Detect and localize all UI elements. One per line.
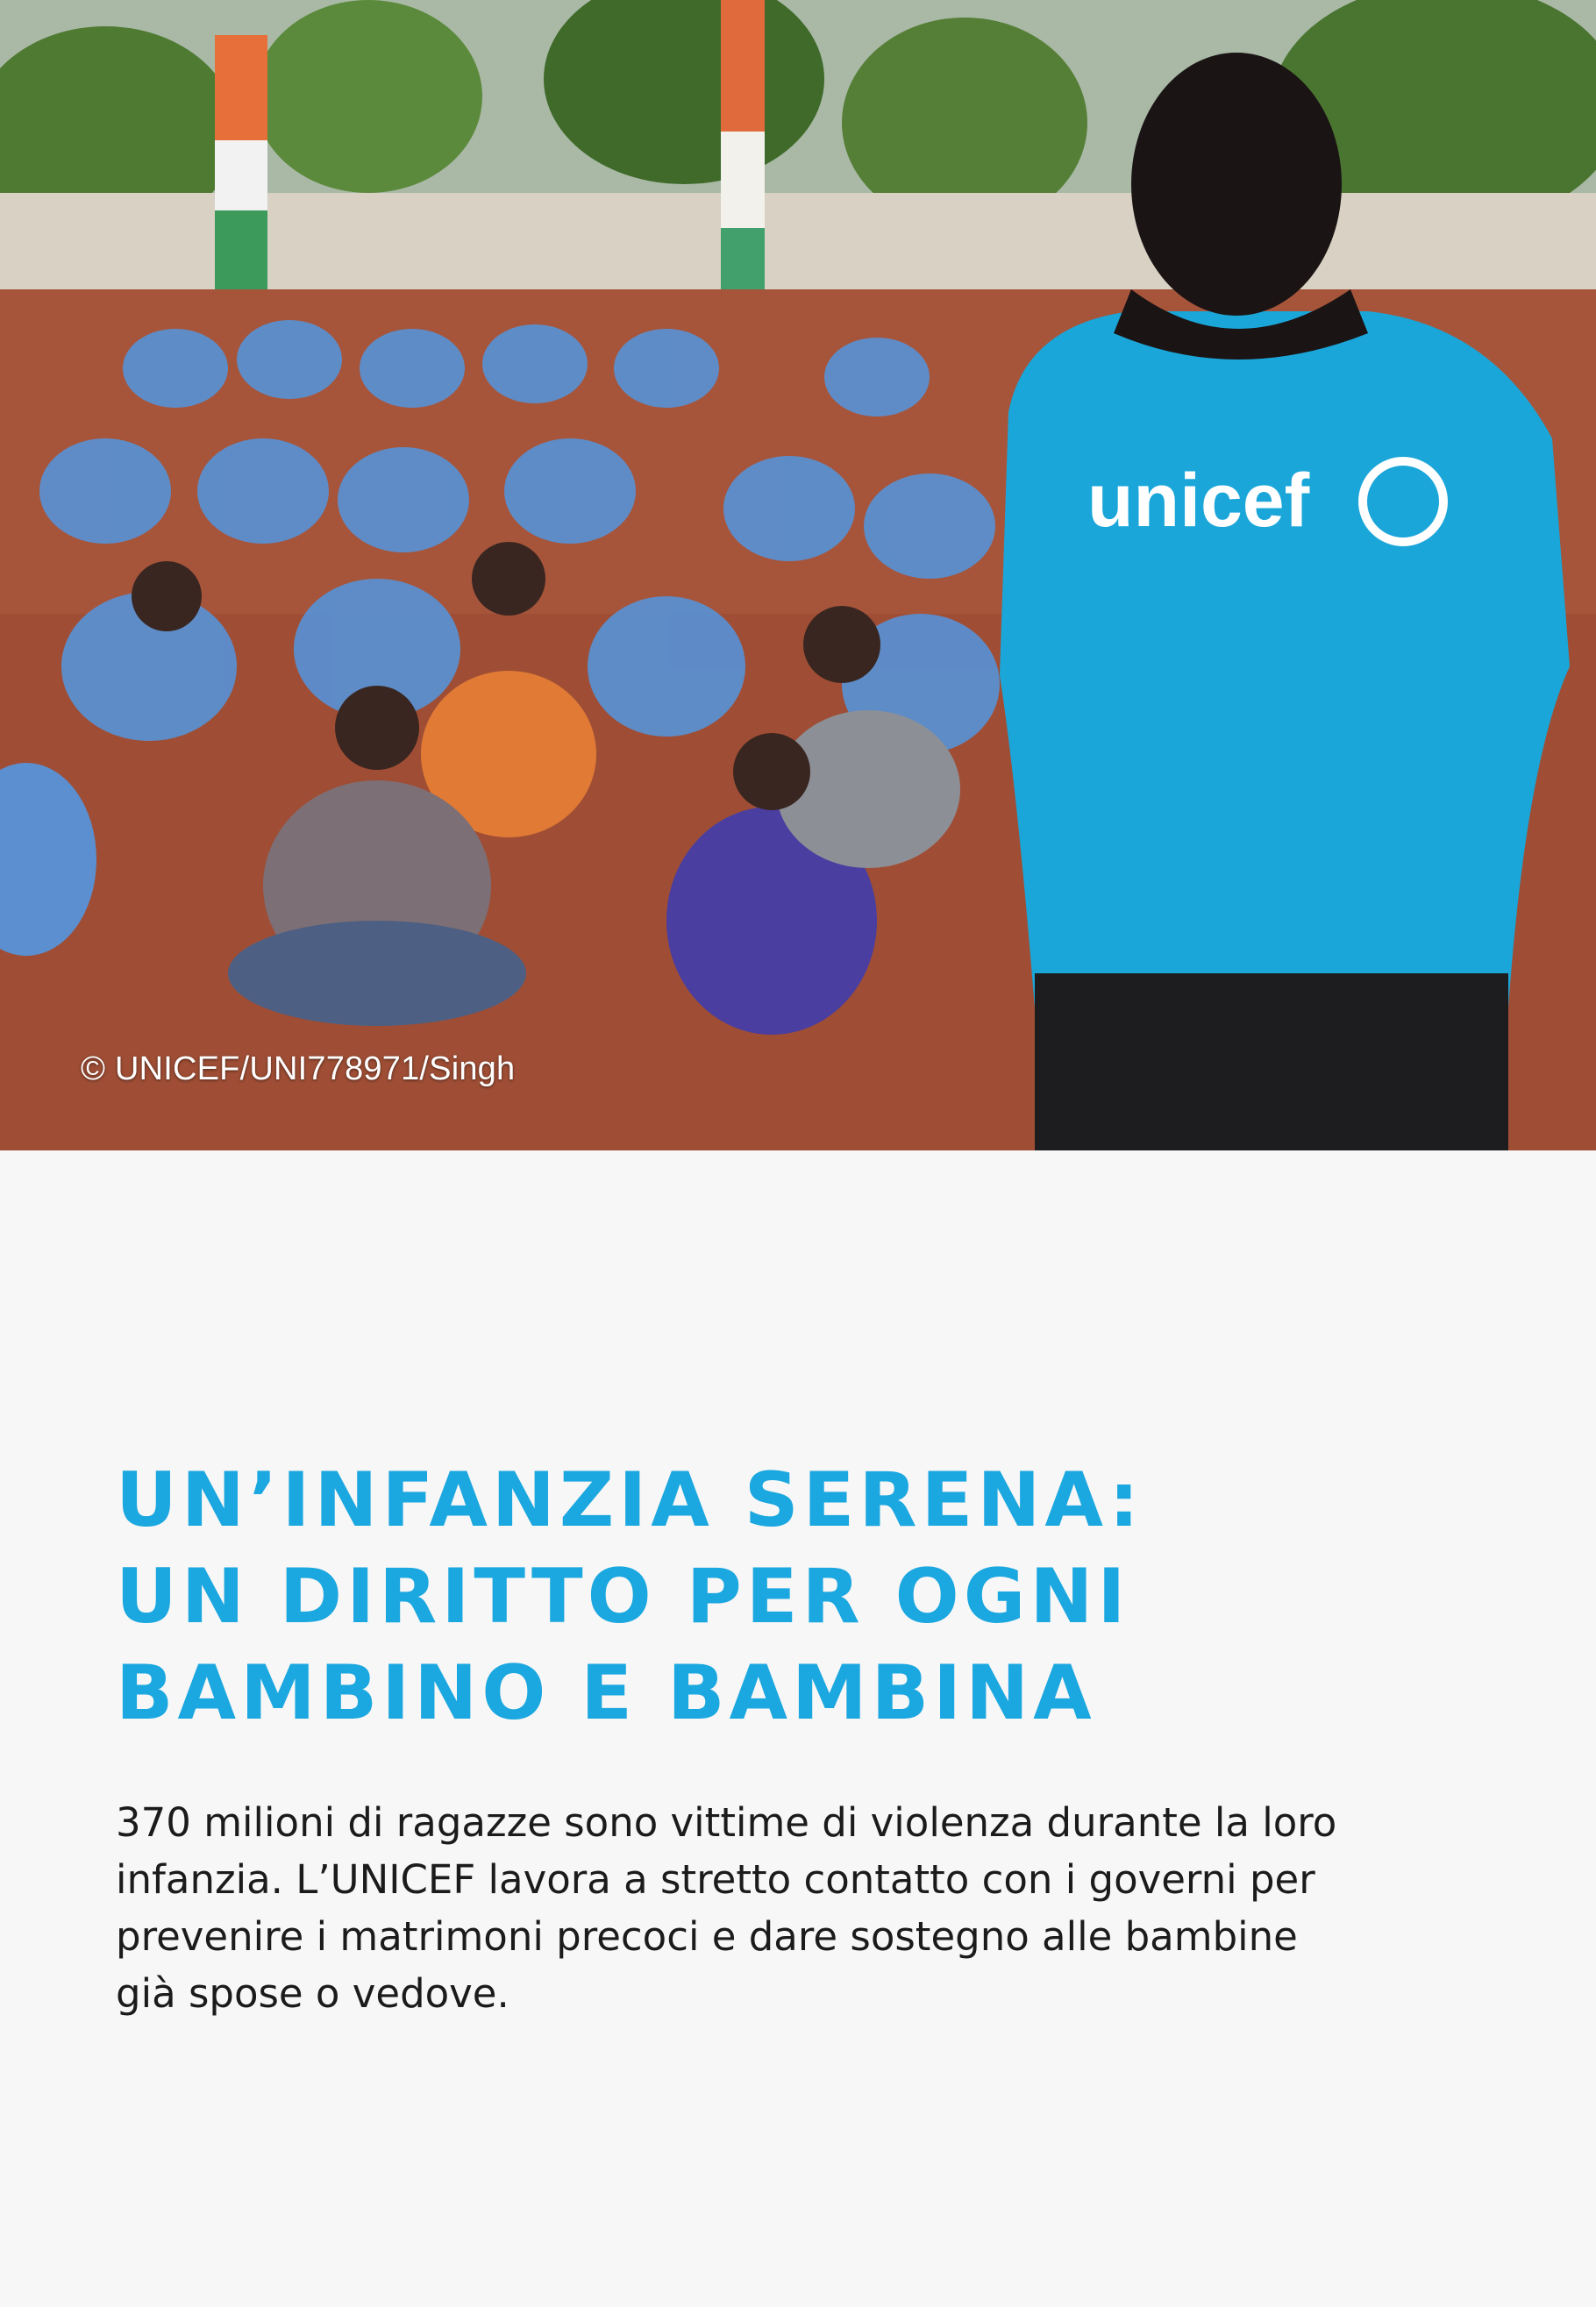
body-line: infanzia. L’UNICEF lavora a stretto contatto con i governi per bbox=[116, 1856, 1315, 1903]
page-title bbox=[116, 1452, 1519, 1741]
photo-illustration bbox=[0, 0, 1596, 1150]
body-paragraph bbox=[116, 1794, 1519, 2022]
hero-photo bbox=[0, 0, 1596, 1150]
body-line: 370 milioni di ragazze sono vittime di violenza durante la loro bbox=[116, 1799, 1337, 1846]
body-line: già spose o vedove. bbox=[116, 1970, 509, 2017]
shirt-logo-text: unicef bbox=[1087, 459, 1310, 543]
title-line: BAMBINO E BAMBINA bbox=[116, 1649, 1096, 1737]
article-content bbox=[116, 1452, 1519, 2022]
body-line: prevenire i matrimoni precoci e dare sostegno alle bambine bbox=[116, 1913, 1298, 1960]
title-line: UN’INFANZIA SERENA: bbox=[116, 1456, 1144, 1544]
title-line: UN DIRITTO PER OGNI bbox=[116, 1553, 1130, 1641]
photo-credit: © UNICEF/UNI778971/Singh bbox=[81, 1050, 516, 1087]
